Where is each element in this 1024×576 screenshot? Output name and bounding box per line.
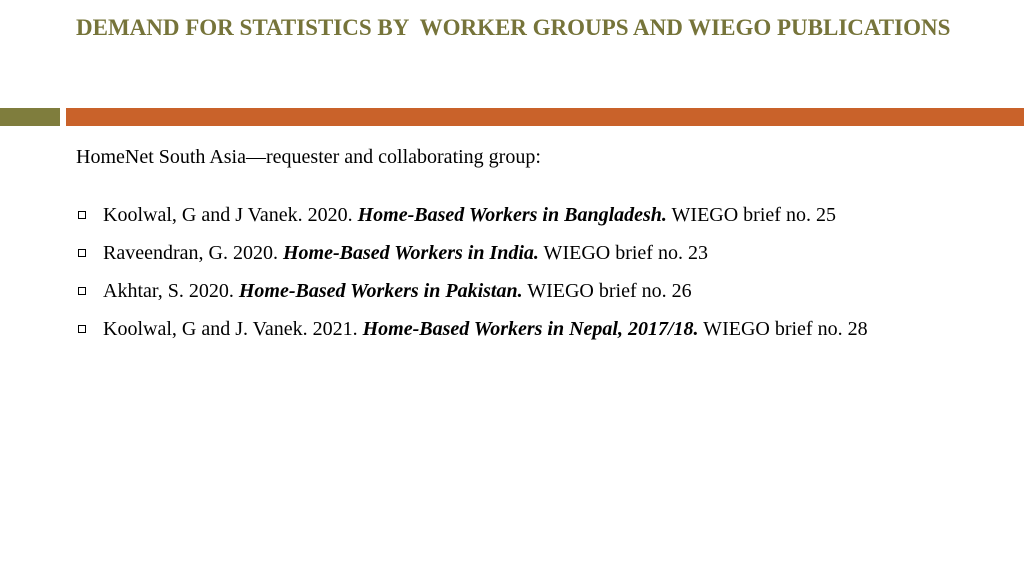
reference-title: Home-Based Workers in Bangladesh. bbox=[357, 204, 667, 226]
reference-authors: Akhtar, S. 2020. bbox=[103, 280, 239, 302]
reference-item-nepal bbox=[76, 314, 986, 345]
reference-list bbox=[76, 200, 986, 352]
intro-text: HomeNet South Asia—requester and collaborating group: bbox=[76, 146, 541, 168]
slide-title: DEMAND FOR STATISTICS BY WORKER GROUPS AND WIEGO PUBLICATIONS bbox=[76, 15, 951, 40]
reference-authors: Koolwal, G and J. Vanek. 2021. bbox=[103, 318, 363, 340]
reference-title: Home-Based Workers in Pakistan. bbox=[238, 280, 523, 302]
reference-item-pakistan bbox=[76, 276, 986, 307]
reference-source: WIEGO brief no. 26 bbox=[522, 280, 692, 302]
square-bullet-icon bbox=[78, 325, 86, 333]
square-bullet-icon bbox=[78, 211, 86, 219]
header-accent-bar-right bbox=[66, 108, 1024, 126]
reference-title: Home-Based Workers in India. bbox=[282, 242, 539, 264]
reference-authors: Koolwal, G and J Vanek. 2020. bbox=[103, 204, 358, 226]
square-bullet-icon bbox=[78, 287, 86, 295]
reference-source: WIEGO brief no. 28 bbox=[698, 318, 868, 340]
reference-source: WIEGO brief no. 23 bbox=[538, 242, 708, 264]
reference-title: Home-Based Workers in Nepal, 2017/18. bbox=[362, 318, 699, 340]
reference-source: WIEGO brief no. 25 bbox=[666, 204, 836, 226]
reference-authors: Raveendran, G. 2020. bbox=[103, 242, 283, 264]
reference-item-bangladesh bbox=[76, 200, 986, 231]
header-accent-bar-left bbox=[0, 108, 60, 126]
reference-item-india bbox=[76, 238, 986, 269]
square-bullet-icon bbox=[78, 249, 86, 257]
